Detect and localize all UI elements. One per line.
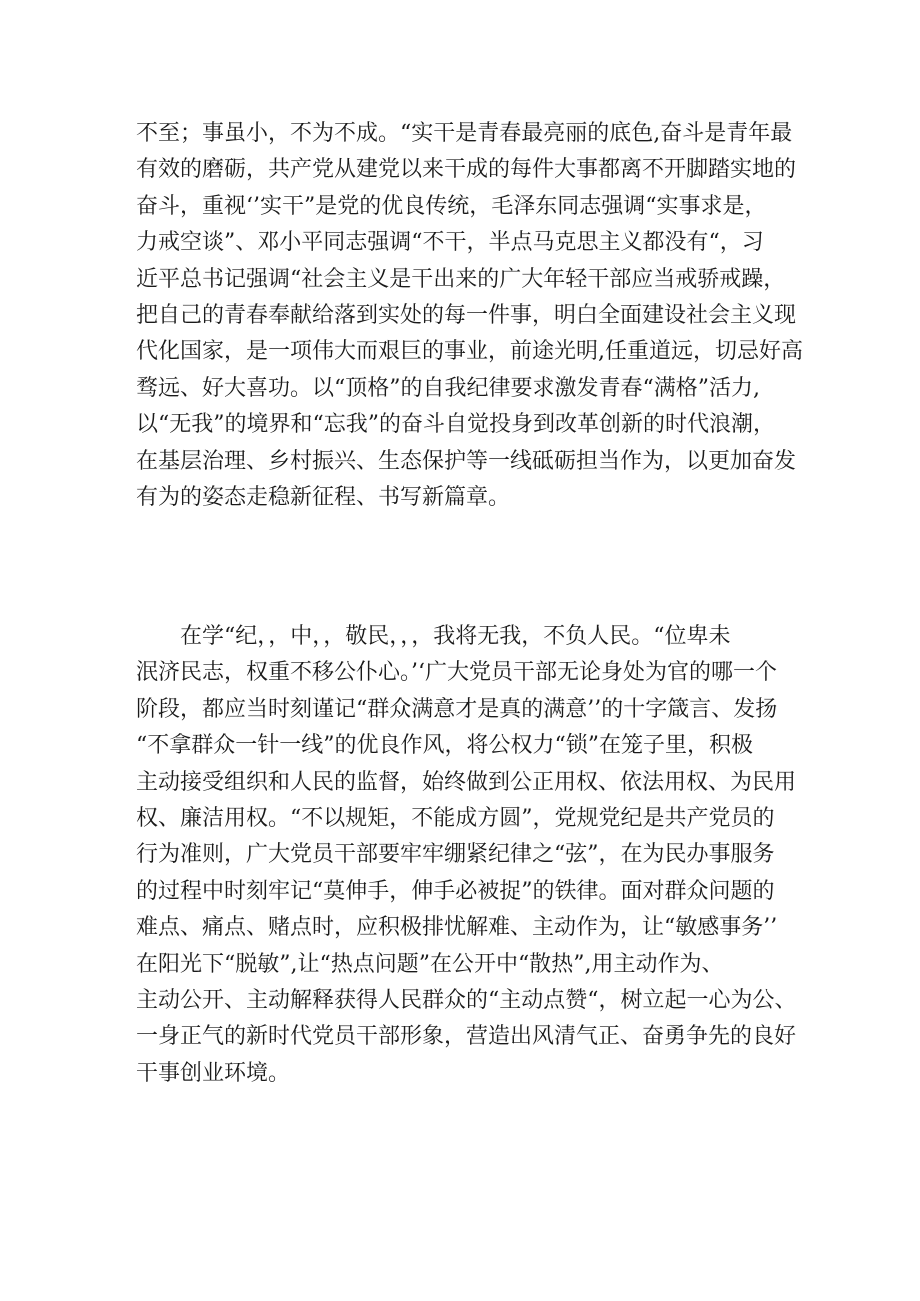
text-line: 一身正气的新时代党员干部形象，营造出风清气正、奋勇争先的良好 xyxy=(136,1024,797,1050)
paragraph-2 xyxy=(136,619,804,1092)
text-line: 在学“纪，，中，，敬民，，，我将无我，不负人民。“位卑未 xyxy=(136,624,731,649)
text-line: 有效的磨砺，共产党从建党以来干成的每件大事都离不开脚踏实地的 xyxy=(136,157,797,183)
text-line: 代化国家，是一项伟大而艰巨的事业，前途光明,任重道远，切忌好高 xyxy=(136,339,803,365)
text-line: 力戒空谈”、邓小平同志强调“不干，半点马克思主义都没有“，习 xyxy=(136,230,764,256)
text-line: 近平总书记强调“社会主义是干出来的广大年轻干部应当戒骄戒躁， xyxy=(136,266,786,292)
paragraph-1 xyxy=(136,116,804,516)
text-line: 骛远、好大喜功。以“顶格”的自我纪律要求激发青春“满格”活力, xyxy=(136,375,760,401)
text-line: 在基层治理、乡村振兴、生态保护等一线砥砺担当作为，以更加奋发 xyxy=(136,448,797,474)
text-line: 有为的姿态走稳新征程、书写新篇章。 xyxy=(136,484,511,510)
text-line: 在阳光下“脱敏”,让“热点问题”在公开中“散热”,用主动作为、 xyxy=(136,951,724,977)
text-line: 行为准则，广大党员干部要牢牢绷紧纪律之“弦”，在为民办事服务 xyxy=(136,842,775,868)
text-line: “不拿群众一针一线”的优良作风，将公权力“锁”在笼子里，积极 xyxy=(136,733,753,759)
text-line: 奋斗，重视‘’实干”是党的优良传统，毛泽东同志强调“实事求是， xyxy=(136,193,767,219)
text-line: 干事创业环境。 xyxy=(136,1060,291,1086)
text-line: 权、廉洁用权。“不以规矩，不能成方圆”，党规党纪是共产党员的 xyxy=(136,805,775,831)
text-line: 主动接受组织和人民的监督，始终做到公正用权、依法用权、为民用 xyxy=(136,769,797,795)
text-line: 把自己的青春奉献给落到实处的每一件事，明白全面建设社会主义现 xyxy=(136,302,797,328)
text-line: 不至；事虽小，不为不成。“实干是青春最亮丽的底色,奋斗是青年最 xyxy=(136,121,793,146)
text-line: 主动公开、主动解释获得人民群众的“主动点赞“，树立起一心为公、 xyxy=(136,987,797,1013)
text-line: 阶段，都应当时刻谨记“群众满意才是真的满意’’的十字箴言、发扬 xyxy=(136,696,778,722)
text-line: 泯济民志，权重不移公仆心。’‘广大党员干部无论身处为官的哪一个 xyxy=(136,660,777,686)
text-line: 的过程中时刻牢记“莫伸手，伸手必被捉”的铁律。面对群众问题的 xyxy=(136,878,775,904)
text-line: 以“无我”的境界和“忘我”的奋斗自觉投身到改革创新的时代浪潮， xyxy=(136,412,775,438)
text-line: 难点、痛点、赌点时，应积极排忧解难、主动作为，让“敏感事务’’ xyxy=(136,915,778,941)
